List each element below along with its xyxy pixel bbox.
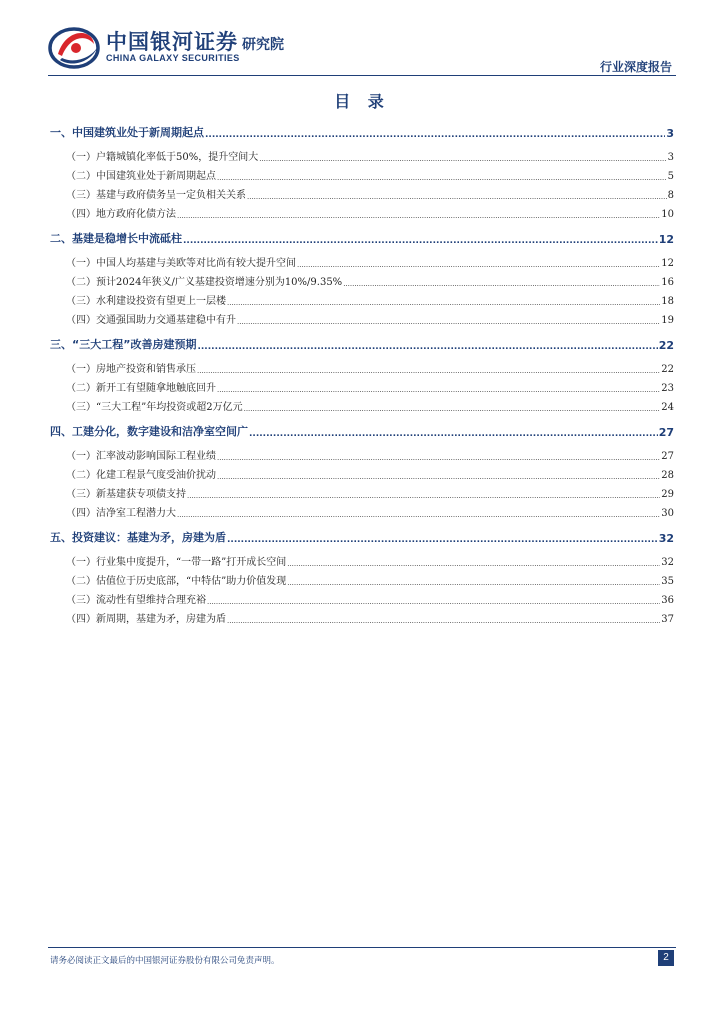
- leader-dots: [197, 365, 660, 375]
- toc-page-number: 32: [658, 532, 674, 545]
- toc-item-label: （一）行业集中度提升，“一带一路”打开成长空间: [66, 557, 287, 568]
- leader-dots: [183, 236, 658, 246]
- toc-item-label: （二）中国建筑业处于新周期起点: [66, 171, 216, 182]
- toc-item-label: （三）新基建获专项债支持: [66, 489, 186, 500]
- leader-dots: [259, 153, 666, 163]
- brand-name-en: CHINA GALAXY SECURITIES: [106, 53, 240, 63]
- brand-institute: 研究院: [242, 37, 284, 53]
- toc-section-3: [50, 332, 674, 413]
- brand-name-cn: 中国银河证券: [106, 30, 238, 54]
- toc-page-number: 3: [667, 152, 674, 163]
- toc-item-label: （三）“三大工程”年均投资或超2万亿元: [66, 402, 243, 413]
- toc-heading-label: 一、中国建筑业处于新周期起点: [50, 126, 204, 139]
- toc-page-number: 24: [661, 402, 674, 413]
- toc-page-number: 12: [658, 233, 674, 246]
- leader-dots: [217, 471, 660, 481]
- leader-dots: [217, 172, 667, 182]
- toc-page-number: 10: [661, 209, 674, 220]
- toc-section-5: [50, 525, 674, 625]
- toc-page-number: 18: [661, 296, 674, 307]
- toc-heading-label: 四、工建分化，数字建设和洁净室空间广: [50, 425, 248, 438]
- toc-item[interactable]: [50, 356, 674, 375]
- toc-item-label: （三）水利建设投资有望更上一层楼: [66, 296, 226, 307]
- toc-item-label: （二）新开工有望随拿地触底回升: [66, 383, 216, 394]
- toc-heading-label: 二、基建是稳增长中流砥柱: [50, 232, 182, 245]
- toc-item[interactable]: [50, 587, 674, 606]
- toc-item-label: （二）化建工程景气度受油价扰动: [66, 470, 216, 481]
- toc-item-label: （四）交通强国助力交通基建稳中有升: [66, 315, 236, 326]
- toc-page-number: 22: [658, 339, 674, 352]
- toc-item-label: （一）汇率波动影响国际工程业绩: [66, 451, 216, 462]
- toc-page-number: 27: [661, 451, 674, 462]
- toc-item[interactable]: [50, 462, 674, 481]
- leader-dots: [287, 577, 660, 587]
- toc-section-2: [50, 226, 674, 326]
- table-of-contents: [50, 120, 674, 631]
- leader-dots: [227, 297, 660, 307]
- toc-page-number: 22: [661, 364, 674, 375]
- toc-item-label: （四）新周期，基建为矛，房建为盾: [66, 614, 226, 625]
- toc-item[interactable]: [50, 443, 674, 462]
- toc-item[interactable]: [50, 288, 674, 307]
- toc-page-number: 37: [661, 614, 674, 625]
- leader-dots: [217, 452, 660, 462]
- toc-item[interactable]: [50, 307, 674, 326]
- toc-page-number: 27: [658, 426, 674, 439]
- toc-page-number: 28: [661, 470, 674, 481]
- toc-page-number: 5: [667, 171, 674, 182]
- toc-heading[interactable]: [50, 332, 674, 352]
- toc-item[interactable]: [50, 481, 674, 500]
- leader-dots: [227, 535, 658, 545]
- leader-dots: [205, 130, 665, 140]
- toc-item-label: （三）基建与政府债务呈一定负相关关系: [66, 190, 246, 201]
- page-header: [48, 22, 676, 78]
- leader-dots: [249, 429, 658, 439]
- toc-page-number: 19: [661, 315, 674, 326]
- toc-item[interactable]: [50, 606, 674, 625]
- toc-page-number: 36: [661, 595, 674, 606]
- toc-item[interactable]: [50, 144, 674, 163]
- toc-heading-label: 五、投资建议：基建为矛，房建为盾: [50, 531, 226, 544]
- leader-dots: [244, 403, 661, 413]
- header-divider: [48, 75, 676, 76]
- toc-item-label: （一）户籍城镇化率低于50%，提升空间大: [66, 152, 259, 163]
- leader-dots: [247, 191, 667, 201]
- toc-item-label: （一）中国人均基建与美欧等对比尚有较大提升空间: [66, 258, 296, 269]
- toc-item-label: （一）房地产投资和销售承压: [66, 364, 196, 375]
- toc-item[interactable]: [50, 201, 674, 220]
- toc-page-number: 8: [667, 190, 674, 201]
- report-type-label: 行业深度报告: [599, 60, 672, 74]
- toc-page-number: 30: [661, 508, 674, 519]
- toc-page-number: 12: [661, 258, 674, 269]
- toc-section-4: [50, 419, 674, 519]
- toc-page-number: 23: [661, 383, 674, 394]
- toc-heading[interactable]: [50, 419, 674, 439]
- toc-heading-label: 三、“三大工程”改善房建预期: [50, 338, 197, 351]
- toc-item-label: （三）流动性有望维持合理充裕: [66, 595, 206, 606]
- toc-item[interactable]: [50, 269, 674, 288]
- galaxy-logo-icon: [48, 24, 104, 70]
- toc-item[interactable]: [50, 375, 674, 394]
- leader-dots: [207, 596, 660, 606]
- toc-page-number: 35: [661, 576, 674, 587]
- toc-title: 目 录: [334, 92, 390, 111]
- toc-item[interactable]: [50, 549, 674, 568]
- toc-item[interactable]: [50, 182, 674, 201]
- leader-dots: [177, 509, 660, 519]
- leader-dots: [343, 278, 660, 288]
- toc-heading[interactable]: [50, 525, 674, 545]
- toc-item[interactable]: [50, 500, 674, 519]
- toc-item-label: （二）预计2024年狭义/广义基建投资增速分别为10%/9.35%: [66, 277, 343, 288]
- page-number-badge: 2: [658, 950, 674, 966]
- toc-item[interactable]: [50, 568, 674, 587]
- leader-dots: [237, 316, 660, 326]
- toc-page-number: 3: [666, 127, 674, 140]
- toc-item-label: （四）洁净室工程潜力大: [66, 508, 176, 519]
- toc-section-1: [50, 120, 674, 220]
- leader-dots: [197, 342, 657, 352]
- leader-dots: [187, 490, 660, 500]
- leader-dots: [287, 558, 660, 568]
- leader-dots: [297, 259, 660, 269]
- toc-page-number: 16: [661, 277, 674, 288]
- leader-dots: [177, 210, 660, 220]
- toc-page-number: 32: [661, 557, 674, 568]
- toc-item[interactable]: [50, 163, 674, 182]
- toc-heading[interactable]: [50, 226, 674, 246]
- toc-item-label: （四）地方政府化债方法: [66, 209, 176, 220]
- toc-page-number: 29: [661, 489, 674, 500]
- toc-item-label: （二）估值位于历史底部，“中特估”助力价值发现: [66, 576, 287, 587]
- toc-item[interactable]: [50, 394, 674, 413]
- footer-divider: [48, 947, 676, 948]
- toc-heading[interactable]: [50, 120, 674, 140]
- leader-dots: [227, 615, 660, 625]
- leader-dots: [217, 384, 660, 394]
- disclaimer-text: 请务必阅读正文最后的中国银河证券股份有限公司免责声明。: [50, 956, 280, 966]
- toc-item[interactable]: [50, 250, 674, 269]
